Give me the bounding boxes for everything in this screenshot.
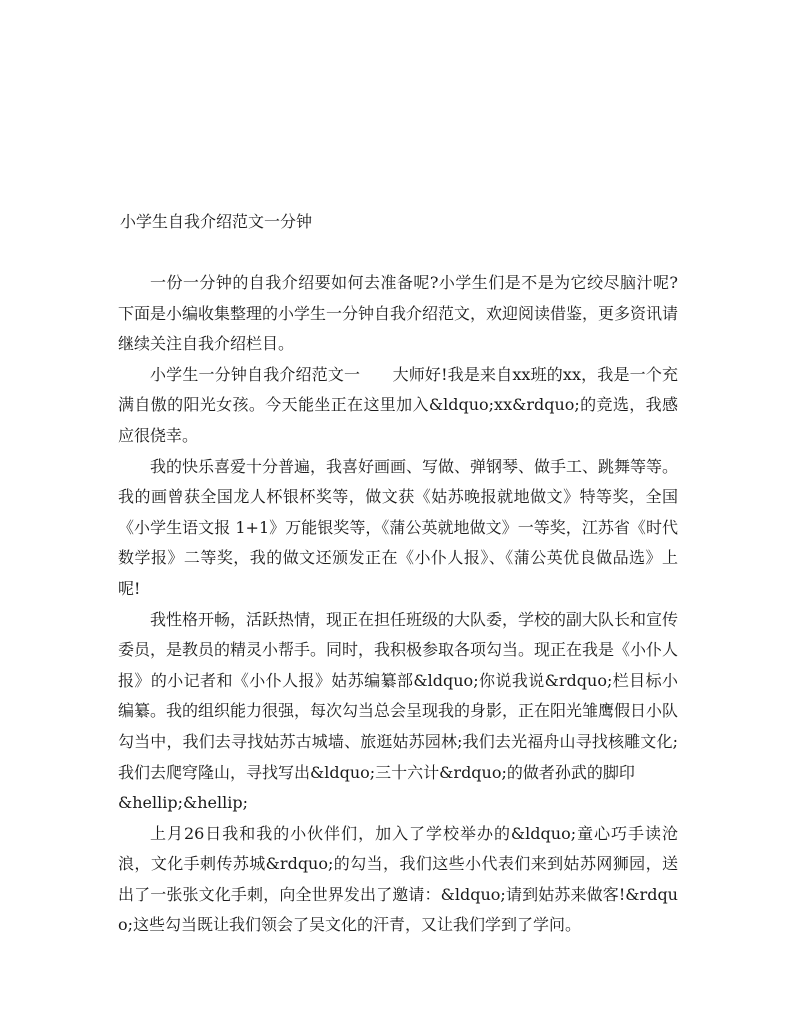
paragraph-event: 上月26日我和我的小伙伴们，加入了学校举办的&ldquo;童心巧手读沧浪，文化手刺传苏城&rdquo;的勾当，我们这些小代表们来到姑苏网狮园，送出了一张张文化手刺，向全世界发出了邀请：&ldquo;请到姑苏来做客!&rdquo;这些勾当既让我们领会了吴文化的汗青，又让我们学到了学问。 (118, 823, 678, 935)
document-title: 小学生自我介绍范文一分钟 (120, 212, 313, 231)
paragraph-personality: 我性格开畅，活跃热情，现正在担任班级的大队委，学校的副大队长和宣传委员，是教员的精灵小帮手。同时，我积极参取各项勾当。现正在我是《小仆人报》的小记者和《小仆人报》姑苏编纂部&ldquo;你说我说&rdquo;栏目标小编纂。我的组织能力很强，每次勾当总会呈现我的身影，正在阳光雏鹰假日小队勾当中，我们去寻找姑苏古城墙、旅逛姑苏园林;我们去光福舟山寻找核雕文化;我们去爬穹隆山，寻找写出&ldquo;三十六计&rdquo;的做者孙武的脚印 (118, 609, 679, 782)
paragraph-ellipsis: &hellip;&hellip; (118, 793, 248, 813)
paragraph-hobbies: 我的快乐喜爱十分普遍，我喜好画画、写做、弹钢琴、做手工、跳舞等等。我的画曾获全国龙人杯银杯奖等，做文获《姑苏晚报就地做文》特等奖，全国《小学生语文报 1+1》万能银奖等，《蒲公英就地做文》一等奖，江苏省《时代数学报》二等奖，我的做文还颁发正在《小仆人报》、《蒲公英优良做品选》上呢! (118, 456, 679, 598)
paragraph-sample-one: 小学生一分钟自我介绍范文一 大师好!我是来自xx班的xx，我是一个充满自傲的阳光女孩。今天能坐正在这里加入&ldquo;xx&rdquo;的竞选，我感应很侥幸。 (118, 364, 678, 445)
paragraph-intro: 一份一分钟的自我介绍要如何去准备呢?小学生们是不是为它绞尽脑汁呢?下面是小编收集整理的小学生一分钟自我介绍范文，欢迎阅读借鉴，更多资讯请继续关注自我介绍栏目。 (118, 273, 679, 354)
document-body (118, 268, 678, 941)
